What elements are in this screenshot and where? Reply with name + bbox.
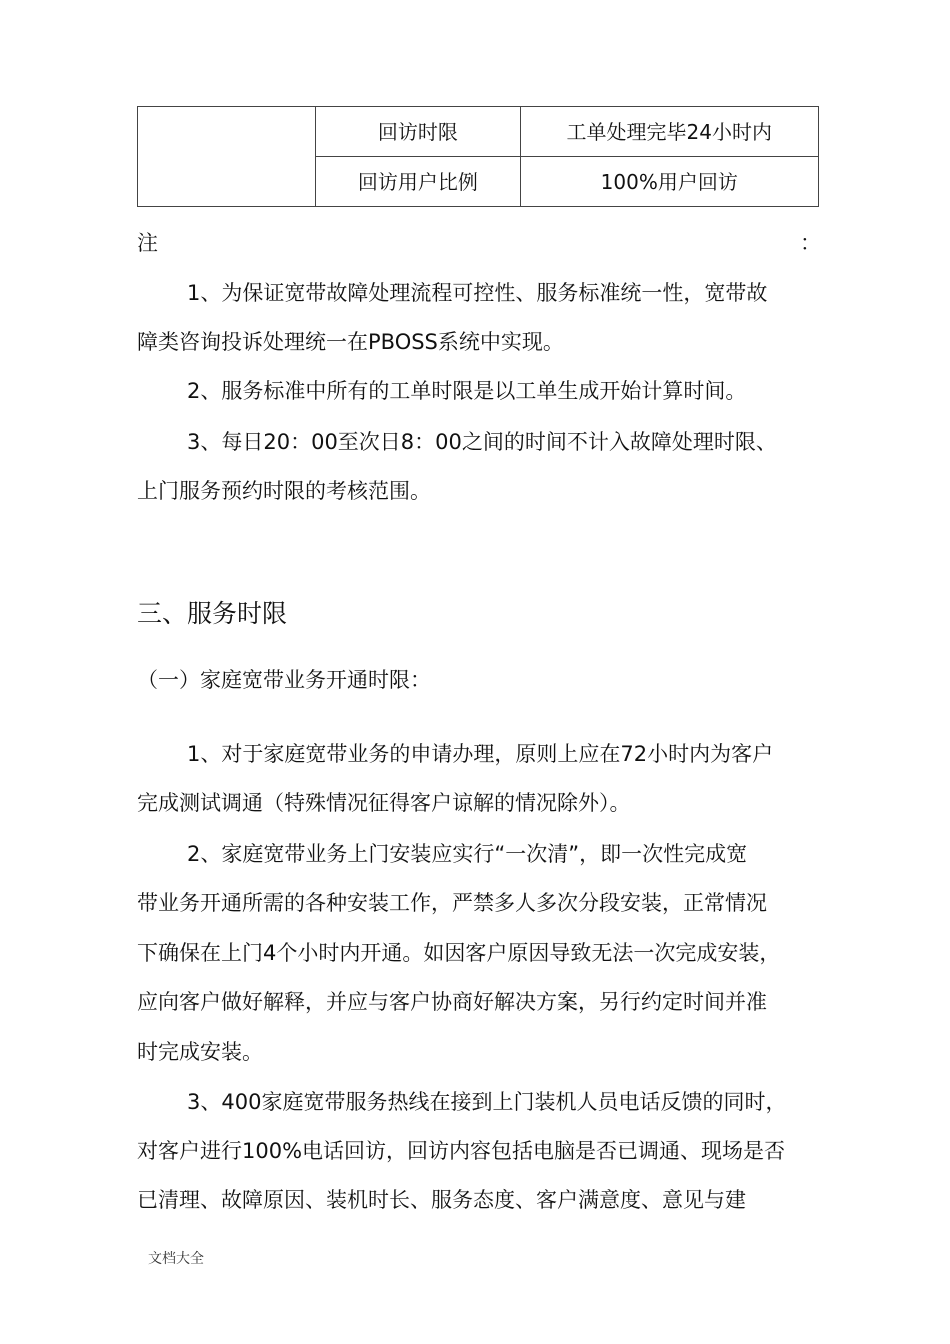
note-item-2-line-1: 2、服务标准中所有的工单时限是以工单生成开始计算时间。 — [187, 379, 747, 403]
page-footer: 文档大全 — [148, 1251, 204, 1267]
paragraph-3-line-1: 3、400家庭宽带服务热线在接到上门装机人员电话反馈的同时， — [187, 1090, 787, 1114]
paragraph-2-line-1: 2、家庭宽带业务上门安装应实行“一次清”，即一次性完成宽 — [187, 842, 748, 866]
paragraph-2-line-3: 下确保在上门4个小时内开通。如因客户原因导致无法一次完成安装， — [137, 941, 781, 965]
table-cell-value: 100%用户回访 — [520, 157, 818, 207]
table-cell-value: 工单处理完毕24小时内 — [520, 107, 818, 157]
table-merged-cell — [138, 107, 316, 207]
paragraph-2-line-4: 应向客户做好解释，并应与客户协商好解决方案，另行约定时间并准 — [137, 990, 767, 1014]
service-standard-table — [137, 106, 819, 207]
paragraph-1-line-1: 1、对于家庭宽带业务的申请办理，原则上应在72小时内为客户 — [187, 742, 774, 766]
paragraph-3-line-3: 已清理、故障原因、装机时长、服务态度、客户满意度、意见与建 — [137, 1188, 746, 1212]
paragraph-1-line-2: 完成测试调通（特殊情况征得客户谅解的情况除外）。 — [137, 791, 631, 815]
table-cell-label: 回访时限 — [316, 107, 520, 157]
table-row — [138, 107, 819, 157]
note-item-3-line-1: 3、每日20：00至次日8：00之间的时间不计入故障处理时限、 — [187, 430, 777, 454]
paragraph-2-line-2: 带业务开通所需的各种安装工作，严禁多人多次分段安装，正常情况 — [137, 891, 767, 915]
section-subtitle: （一）家庭宽带业务开通时限： — [137, 668, 431, 692]
table-cell-label: 回访用户比例 — [316, 157, 520, 207]
section-title: 三、服务时限 — [137, 599, 288, 628]
note-colon: ： — [800, 231, 821, 255]
note-item-1-line-1: 1、为保证宽带故障处理流程可控性、服务标准统一性，宽带故 — [187, 281, 768, 305]
note-label: 注 — [137, 231, 158, 255]
paragraph-3-line-2: 对客户进行100%电话回访，回访内容包括电脑是否已调通、现场是否 — [137, 1139, 786, 1163]
paragraph-2-line-5: 时完成安装。 — [137, 1040, 263, 1064]
note-item-3-line-2: 上门服务预约时限的考核范围。 — [137, 479, 431, 503]
note-item-1-line-2: 障类咨询投诉处理统一在PBOSS系统中实现。 — [137, 330, 564, 354]
